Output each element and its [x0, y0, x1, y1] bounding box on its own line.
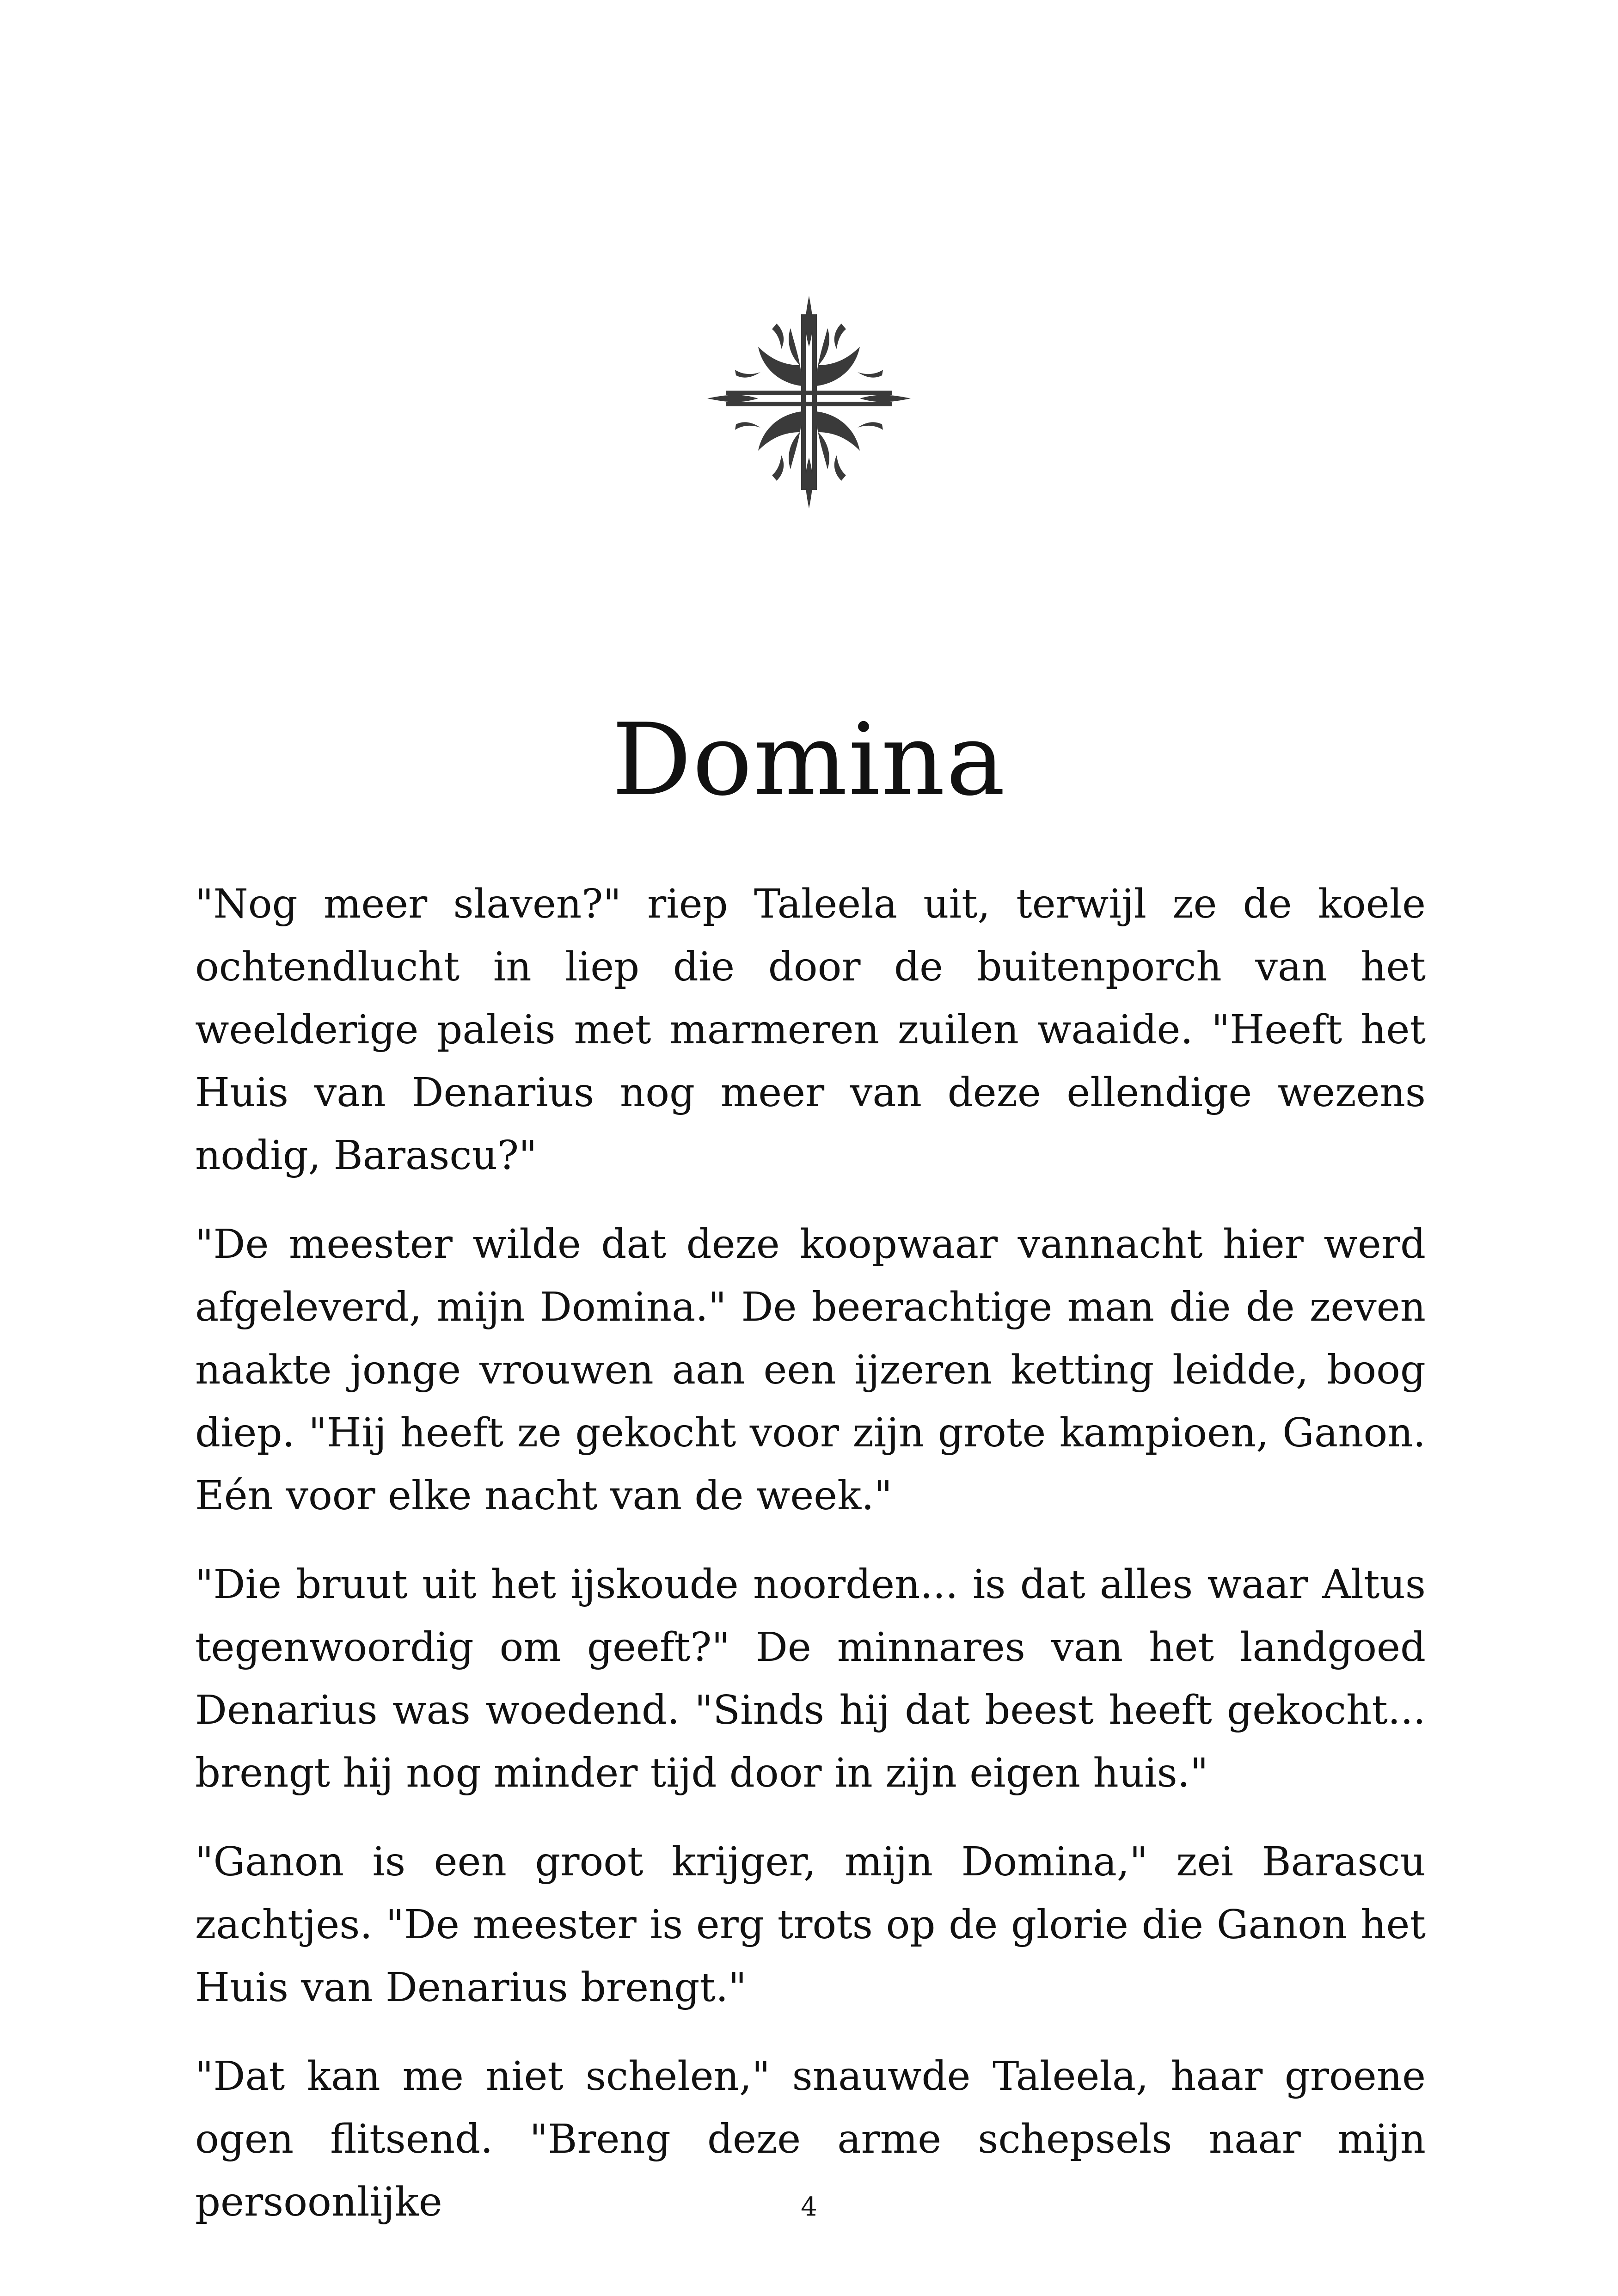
paragraph: "Die bruut uit het ijskoude noorden... is dat alles waar Altus tegenwoordig om geeft?" De minnares van het landgoed Denarius was woedend. "Sinds hij dat beest heeft gekocht... brengt hij nog minder tijd door in zijn eigen huis." — [195, 1561, 1426, 1796]
page-number: 4 — [801, 2192, 817, 2222]
paragraph: "Nog meer slaven?" riep Taleela uit, terwijl ze de koele ochtendlucht in liep die door de buitenporch van het weelderige paleis met marmeren zuilen waaide. "Heeft het Huis van Denarius nog meer van deze ellendige wezens nodig, Barascu?" — [195, 881, 1426, 1179]
paragraph: "De meester wilde dat deze koopwaar vannacht hier werd afgeleverd, mijn Domina." De beerachtige man die de zeven naakte jonge vrouwen aan een ijzeren ketting leidde, boog diep. "Hij heeft ze gekocht voor zijn grote kampioen, Ganon. Eén voor elke nacht van de week." — [195, 1221, 1426, 1519]
chapter-body — [195, 873, 1426, 2225]
chapter-title: Domina — [612, 702, 1006, 818]
paragraph: "Ganon is een groot krijger, mijn Domina," zei Barascu zachtjes. "De meester is erg trots op de glorie die Ganon het Huis van Denarius brengt." — [195, 1839, 1426, 2011]
paragraph: "Dat kan me niet schelen," snauwde Taleela, haar groene ogen flitsend. "Breng deze arme schepsels naar mijn persoonlijke — [195, 2053, 1426, 2225]
celtic-knot-ornament-icon — [707, 296, 911, 508]
